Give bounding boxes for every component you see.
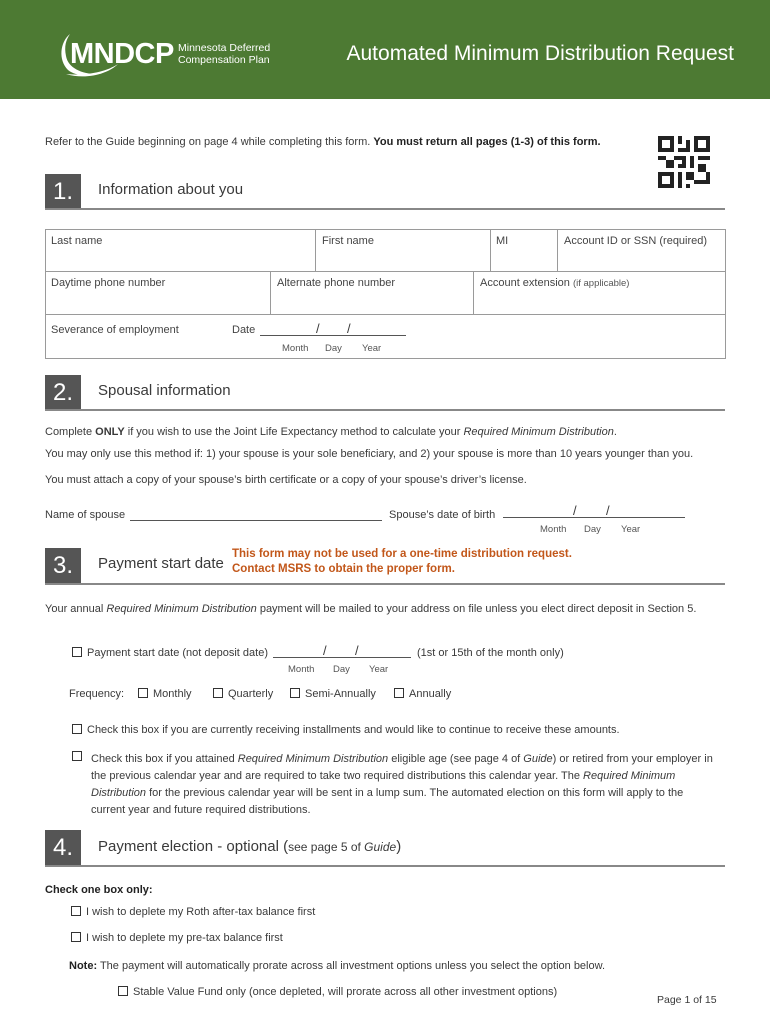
frequency-monthly[interactable] — [138, 688, 192, 700]
checkbox-icon[interactable] — [71, 906, 81, 916]
intro-plain: Refer to the Guide beginning on page 4 while completing this form. — [45, 136, 374, 148]
checkbox-icon[interactable] — [72, 751, 82, 761]
roth-first-option[interactable] — [71, 906, 315, 918]
text-run: Check this box if you attained — [91, 753, 238, 765]
text-run: Guide — [364, 840, 397, 854]
severance-label: Severance of employment — [51, 324, 179, 336]
text-run: Check this box if you are currently receiving installments and would like to continue to receive these amounts. — [87, 724, 620, 736]
year-label: Year — [369, 664, 389, 675]
date-slash: / — [573, 503, 577, 518]
last-name-field[interactable]: Last name — [51, 235, 103, 247]
year-label: Year — [362, 343, 382, 354]
spousal-condition: You may only use this method if: 1) your spouse is your sole beneficiary, and 2) your spouse is more than 10 years younger than you. — [45, 448, 694, 460]
text-run: Payment start date (not deposit date) — [87, 647, 268, 659]
text-run: if you wish to use the Joint Life Expectancy method to calculate your — [124, 426, 464, 438]
text-run: . — [613, 426, 617, 438]
section-2-title: Spousal information — [98, 382, 231, 399]
text-run: ) or retired from your employer in — [552, 753, 713, 765]
text-run: Required Minimum Distribution — [463, 426, 614, 438]
spouse-name-input[interactable] — [130, 520, 382, 521]
frequency-label: Frequency: — [69, 688, 125, 700]
text-run: eligible age (see page 4 of — [388, 753, 524, 765]
section-1-number: 1. — [45, 174, 81, 210]
text-run: Distribution — [91, 787, 147, 799]
date-slash: / — [355, 643, 359, 658]
alternate-phone-field[interactable]: Alternate phone number — [277, 277, 396, 289]
day-label: Day — [584, 524, 601, 535]
grid-col-divider — [473, 271, 474, 314]
daytime-phone-field[interactable]: Daytime phone number — [51, 277, 166, 289]
text-run: Annually — [409, 688, 452, 700]
text-run: the previous calendar year and are required to take two required distributions this calendar year. The — [91, 770, 584, 782]
section-2-number: 2. — [45, 375, 81, 411]
spousal-instruction — [45, 426, 617, 438]
grid-col-divider — [490, 229, 491, 271]
logo-subtitle — [178, 42, 270, 66]
grid-col-divider — [557, 229, 558, 271]
intro-text — [45, 136, 601, 148]
frequency-annually[interactable] — [394, 688, 451, 700]
text-run: Guide — [523, 753, 553, 765]
month-label: Month — [540, 524, 567, 535]
date-slash: / — [347, 321, 351, 336]
frequency-semi-annually[interactable] — [290, 688, 376, 700]
spouse-birth-label: Spouse’s date of birth — [389, 509, 496, 521]
text-run: Required Minimum — [583, 770, 676, 782]
text-run: Quarterly — [228, 688, 274, 700]
section-3-number: 3. — [45, 548, 81, 584]
date-slash: / — [323, 643, 327, 658]
date-slash: / — [606, 503, 610, 518]
mi-field[interactable]: MI — [496, 235, 509, 247]
first-name-field[interactable]: First name — [322, 235, 374, 247]
section-3-rule — [45, 583, 725, 585]
frequency-quarterly[interactable] — [213, 688, 273, 700]
section-4-rule — [45, 865, 725, 867]
installments-option[interactable] — [72, 724, 620, 736]
month-label: Month — [282, 343, 309, 354]
payment-start-date-input[interactable] — [273, 657, 411, 658]
attained-age-option[interactable] — [72, 751, 87, 763]
text-run: Monthly — [153, 688, 192, 700]
annual-payment-text — [45, 603, 696, 615]
page-header — [0, 0, 770, 99]
checkbox-icon[interactable] — [71, 932, 81, 942]
spousal-attachment: You must attach a copy of your spouse’s birth certificate or a copy of your spouse’s driver’s license. — [45, 474, 527, 486]
month-label: Month — [288, 664, 315, 675]
pretax-first-option[interactable] — [71, 932, 283, 944]
warning-line-2: Contact MSRS to obtain the proper form. — [232, 563, 455, 575]
payment-start-option[interactable] — [72, 647, 268, 659]
spouse-name-label: Name of spouse — [45, 509, 126, 521]
checkbox-icon[interactable] — [138, 688, 148, 698]
section-3-title: Payment start date — [98, 555, 224, 572]
text-run: Required Minimum Distribution — [106, 603, 257, 615]
payment-note — [69, 960, 605, 972]
account-extension-label: Account extension — [480, 277, 570, 289]
warning-line-1: This form may not be used for a one-time distribution request. — [232, 548, 572, 560]
text-run: for the previous calendar year will be sent in a lump sum. The automated election on this form will apply to the — [146, 787, 684, 799]
day-label: Day — [333, 664, 350, 675]
date-slash: / — [316, 321, 320, 336]
text-run: Stable Value Fund only (once depleted, will prorate across all other investment options) — [133, 986, 558, 998]
checkbox-icon[interactable] — [290, 688, 300, 698]
text-line — [91, 785, 731, 802]
section-3-warning — [232, 547, 572, 577]
qr-code-icon — [658, 136, 710, 188]
date-label: Date — [232, 324, 256, 336]
text-line — [91, 751, 731, 768]
grid-row-divider — [45, 314, 725, 315]
checkbox-icon[interactable] — [72, 724, 82, 734]
text-line — [91, 768, 731, 785]
year-label: Year — [621, 524, 641, 535]
text-run: The payment will automatically prorate across all investment options unless you select the option below. — [97, 960, 606, 972]
day-label: Day — [325, 343, 342, 354]
section-2-rule — [45, 409, 725, 411]
checkbox-icon[interactable] — [394, 688, 404, 698]
check-one-label: Check one box only: — [45, 884, 153, 896]
account-id-field[interactable]: Account ID or SSN (required) — [564, 235, 708, 247]
text-run: Semi-Annually — [305, 688, 376, 700]
logo-text: MNDCP — [70, 38, 174, 70]
attained-age-text — [91, 751, 731, 819]
text-run: Complete — [45, 426, 96, 438]
section-1-title: Information about you — [98, 181, 244, 198]
grid-col-divider — [270, 271, 271, 314]
section-4-number: 4. — [45, 830, 81, 866]
grid-col-divider — [315, 229, 316, 271]
checkbox-icon[interactable] — [118, 986, 128, 996]
section-1-rule — [45, 208, 725, 210]
stable-value-option[interactable] — [118, 986, 557, 998]
checkbox-icon[interactable] — [213, 688, 223, 698]
text-run: Note: — [69, 960, 98, 972]
text-run: I wish to deplete my pre-tax balance first — [86, 932, 283, 944]
logo-subtitle-line-2: Compensation Plan — [178, 54, 270, 66]
section-4-title — [98, 838, 401, 855]
text-run: see page 5 of — [288, 840, 365, 854]
account-extension-field[interactable] — [480, 277, 629, 289]
severance-date-input[interactable] — [260, 335, 406, 336]
text-run: Required Minimum Distribution — [237, 753, 389, 765]
text-run: Payment election - optional ( — [98, 838, 289, 855]
checkbox-icon[interactable] — [72, 647, 82, 657]
text-run: Your annual — [45, 603, 107, 615]
intro-bold: You must return all pages (1-3) of this form. — [373, 136, 601, 148]
text-run: ONLY — [95, 426, 125, 438]
logo-subtitle-line-1: Minnesota Deferred — [178, 42, 271, 54]
grid-row-divider — [45, 271, 725, 272]
spouse-birth-input[interactable] — [503, 517, 685, 518]
text-run: I wish to deplete my Roth after-tax balance first — [86, 906, 316, 918]
payment-start-note: (1st or 15th of the month only) — [417, 647, 564, 659]
text-run: payment will be mailed to your address on file unless you elect direct deposit in Section 5. — [256, 603, 697, 615]
text-line: current year and future required distributions. — [91, 804, 311, 816]
page-number: Page 1 of 15 — [657, 994, 717, 1006]
account-extension-note: (if applicable) — [572, 278, 630, 289]
text-run: ) — [396, 838, 402, 855]
info-grid — [45, 229, 726, 359]
form-title: Automated Minimum Distribution Request — [346, 42, 734, 65]
